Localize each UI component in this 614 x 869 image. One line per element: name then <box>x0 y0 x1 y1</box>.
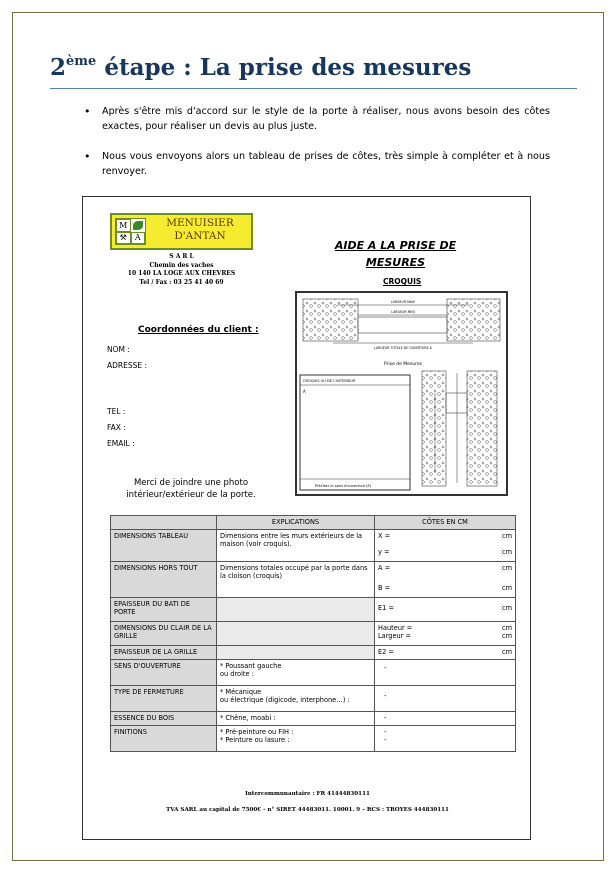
row-label: DIMENSIONS TABLEAU <box>111 529 217 561</box>
row-explanation: * Chêne, moabi : <box>217 711 375 725</box>
row-explanation: * Pré-peinture ou FIH : * Peinture ou lasure : <box>217 725 375 751</box>
table-row <box>111 659 516 685</box>
footer-vat: Intercommunautaire : FR 41444830111 <box>245 791 370 797</box>
fax-field-label: FAX : <box>107 423 126 432</box>
row-label: EPAISSEUR DU BATI DE PORTE <box>111 597 217 621</box>
bullet-item: • Après s'être mis d'accord sur le style de la porte à réaliser, nous avons besoin des côtes exactes, pour réaliser un devis au plus juste. <box>84 104 550 134</box>
sketch-label: LARGEUR MAXI <box>390 300 416 304</box>
table-row <box>111 621 516 645</box>
tel-field-label: TEL : <box>107 407 126 416</box>
table-row <box>111 685 516 711</box>
table-row <box>111 597 516 621</box>
row-label: ESSENCE DU BOIS <box>111 711 217 725</box>
photo-note: Merci de joindre une photo intérieur/extérieur de la porte. <box>126 478 256 500</box>
table-header-row <box>111 516 516 530</box>
row-explanation: Dimensions entre les murs extérieurs de la maison (voir croquis). <box>217 529 375 561</box>
row-cotes: A = cm B = cm <box>375 561 516 597</box>
row-label: EPAISSEUR DE LA GRILLE <box>111 645 217 659</box>
table-row <box>111 561 516 597</box>
row-cotes: Hauteur = cm Largeur = cm <box>375 621 516 645</box>
row-cotes: - <box>375 711 516 725</box>
client-section-title: Coordonnées du client : <box>138 325 259 335</box>
row-explanation: * Mécanique ou électrique (digicode, interphone…) : <box>217 685 375 711</box>
table-header <box>111 516 217 530</box>
row-cotes: E2 = cm <box>375 645 516 659</box>
row-label: TYPE DE FERMETURE <box>111 685 217 711</box>
form-title: AIDE A LA PRISE DE MESURES <box>334 239 457 269</box>
company-address: S A R L Chemin des vaches 10 140 LA LOGE AUX CHEVRES Tel / Fax : 03 25 41 40 69 <box>127 253 236 286</box>
email-field-label: EMAIL : <box>107 439 135 448</box>
sketch-label: Prise de Mesures <box>383 362 423 367</box>
row-cotes: - - <box>375 725 516 751</box>
croquis-label: CROQUIS <box>383 277 422 286</box>
row-explanation <box>217 597 375 621</box>
title-underline <box>50 88 577 89</box>
row-cotes: E1 = cm <box>375 597 516 621</box>
company-logo <box>110 213 253 250</box>
row-label: DIMENSIONS DU CLAIR DE LA GRILLE <box>111 621 217 645</box>
sketch-label: A <box>303 389 306 394</box>
row-label: SENS D'OUVERTURE <box>111 659 217 685</box>
logo-emblem: M ⚒ A <box>115 218 146 245</box>
row-explanation <box>217 621 375 645</box>
name-field-label: NOM : <box>107 345 130 354</box>
table-row <box>111 725 516 751</box>
row-explanation: * Poussant gauche ou droite : <box>217 659 375 685</box>
logo-text: MENUISIER D'ANTAN <box>166 217 234 242</box>
bullet-item: • Nous vous envoyons alors un tableau de prises de côtes, très simple à compléter et à nous renvoyer. <box>84 149 550 179</box>
footer-legal: TVA SARL au capital de 7500€ - n° SIRET 44483011. 10001. 9 – RCS : TROYES 444830111 <box>166 807 449 813</box>
leaf-icon <box>133 221 144 230</box>
sketch-label: Préciser le sens d'ouverture (E) <box>315 484 372 488</box>
table-header: CÔTES EN CM <box>375 516 516 530</box>
tool-icon: ⚒ <box>116 232 131 245</box>
bullet-list <box>84 104 550 194</box>
measurement-table <box>110 515 516 752</box>
row-label: DIMENSIONS HORS TOUT <box>111 561 217 597</box>
page-title: 2ème étape : La prise des mesures <box>50 54 472 81</box>
sketch-label: LARGEUR MINI <box>391 310 415 314</box>
row-explanation <box>217 645 375 659</box>
row-cotes: - <box>375 659 516 685</box>
row-cotes: X = cm y = cm <box>375 529 516 561</box>
measurement-form-image <box>82 196 531 840</box>
table-row <box>111 529 516 561</box>
sketch-label: CROQUIS VU DE L'INTERIEUR <box>303 379 356 383</box>
address-field-label: ADRESSE : <box>107 361 148 370</box>
measurement-sketch <box>295 291 508 496</box>
sketch-drawing <box>297 293 506 494</box>
table-row <box>111 645 516 659</box>
sketch-label: LARGEUR TOTALE DE OUVERTURE A <box>374 346 432 350</box>
table-row <box>111 711 516 725</box>
table-header: EXPLICATIONS <box>217 516 375 530</box>
row-explanation: Dimensions totales occupé par la porte dans la cloison (croquis) <box>217 561 375 597</box>
row-cotes: - <box>375 685 516 711</box>
row-label: FINITIONS <box>111 725 217 751</box>
